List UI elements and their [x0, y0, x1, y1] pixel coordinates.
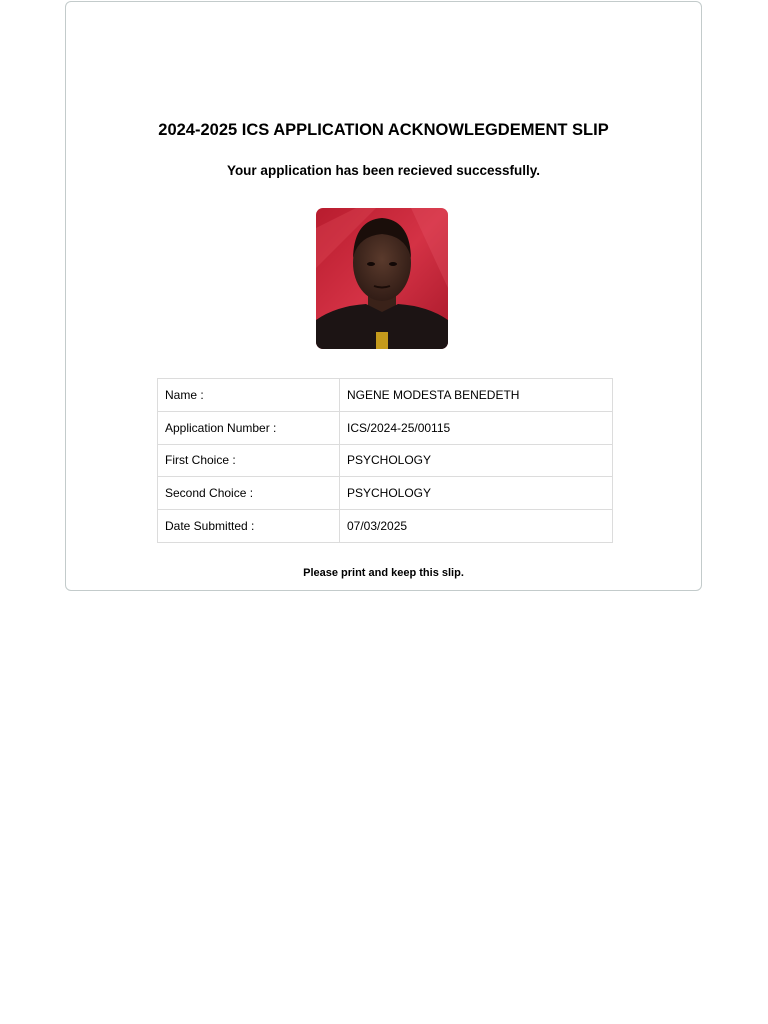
table-row: [158, 379, 613, 412]
applicant-photo-image: [316, 208, 448, 349]
name-value: NGENE MODESTA BENEDETH: [340, 379, 613, 412]
first-choice-value: PSYCHOLOGY: [340, 444, 613, 477]
application-number-label: Application Number :: [158, 411, 340, 444]
name-label: Name :: [158, 379, 340, 412]
second-choice-label: Second Choice :: [158, 477, 340, 510]
applicant-photo: [316, 208, 448, 349]
date-submitted-label: Date Submitted :: [158, 510, 340, 543]
application-number-value: ICS/2024-25/00115: [340, 411, 613, 444]
first-choice-label: First Choice :: [158, 444, 340, 477]
date-submitted-value: 07/03/2025: [340, 510, 613, 543]
table-row: [158, 477, 613, 510]
success-message: Your application has been recieved successfully.: [226, 163, 541, 178]
print-instruction: Please print and keep this slip.: [303, 567, 464, 579]
table-row: [158, 444, 613, 477]
table-row: [158, 411, 613, 444]
table-row: [158, 510, 613, 543]
acknowledgement-slip-card: [65, 1, 702, 591]
second-choice-value: PSYCHOLOGY: [340, 477, 613, 510]
slip-title: 2024-2025 ICS APPLICATION ACKNOWLEGDEMENT SLIP: [158, 121, 609, 139]
application-details-table: [157, 378, 613, 543]
